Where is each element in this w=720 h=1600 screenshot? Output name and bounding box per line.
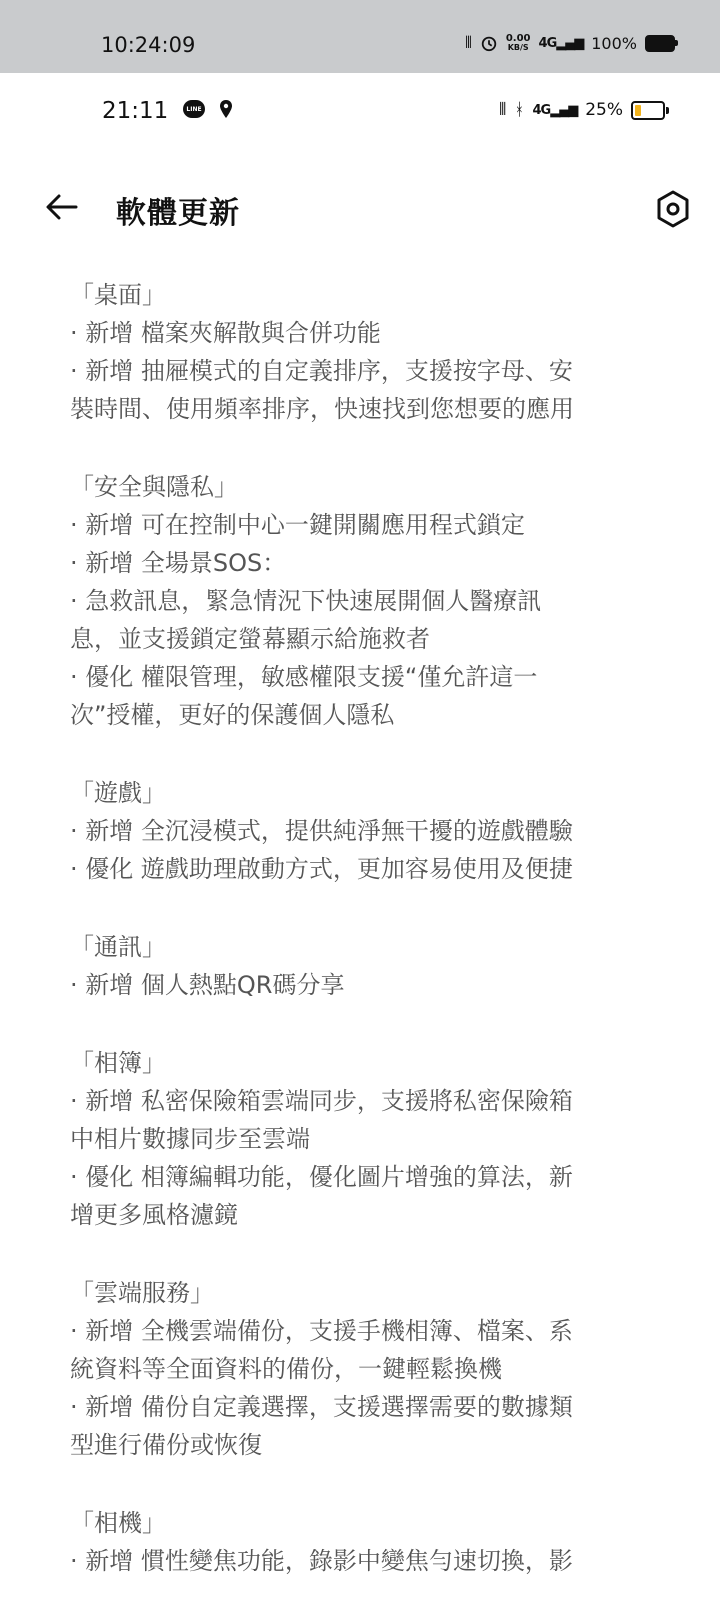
- back-arrow-icon[interactable]: [44, 189, 80, 225]
- note-line: 中相片數據同步至雲端: [70, 1125, 310, 1153]
- note-line: 息，並支援鎖定螢幕顯示給施救者: [70, 625, 430, 653]
- note-line: · 新增 個人熱點QR碼分享: [70, 971, 345, 999]
- note-line: · 優化 相簿編輯功能，優化圖片增強的算法，新: [70, 1163, 573, 1191]
- section-album: [70, 1044, 650, 1234]
- battery-percent: 25%: [585, 100, 623, 120]
- bluetooth-icon: ᚼ: [514, 100, 525, 120]
- section-heading: 「相簿」: [70, 1049, 166, 1077]
- battery-icon: [645, 35, 675, 52]
- net-speed-unit: KB/S: [507, 43, 529, 52]
- battery-level: [635, 105, 641, 116]
- signal-icon: 4G▂▄▆: [538, 35, 584, 51]
- note-line: 型進行備份或恢復: [70, 1431, 262, 1459]
- section-heading: 「桌面」: [70, 281, 166, 309]
- release-notes: [70, 276, 650, 1586]
- signal-icon: 4G▂▄▆: [532, 102, 578, 118]
- note-line: · 優化 遊戲助理啟動方式，更加容易使用及便捷: [70, 855, 573, 883]
- page-title: 軟體更新: [116, 196, 240, 231]
- note-line: · 新增 抽屜模式的自定義排序，支援按字母、安: [70, 357, 573, 385]
- section-communication: [70, 928, 650, 1004]
- outer-status-bar: [0, 0, 720, 73]
- note-line: · 新增 備份自定義選擇，支援選擇需要的數據類: [70, 1393, 573, 1421]
- section-camera: [70, 1504, 650, 1580]
- note-line: · 新增 全沉浸模式，提供純淨無干擾的遊戲體驗: [70, 817, 573, 845]
- note-line: · 新增 全機雲端備份，支援手機相簿、檔案、系: [70, 1317, 573, 1345]
- inner-status-time: 21:11: [102, 98, 169, 124]
- outer-status-icons: [465, 33, 675, 53]
- vibrate-icon: ⫴: [465, 33, 472, 52]
- section-cloud-service: [70, 1274, 650, 1464]
- section-heading: 「遊戲」: [70, 779, 166, 807]
- battery-icon: [631, 101, 665, 120]
- battery-percent: 100%: [591, 33, 637, 53]
- line-app-icon: LINE: [183, 100, 205, 118]
- section-heading: 「安全與隱私」: [70, 473, 238, 501]
- note-line: 增更多風格濾鏡: [70, 1201, 238, 1229]
- section-heading: 「相機」: [70, 1509, 166, 1537]
- note-line: 次”授權，更好的保護個人隱私: [70, 701, 395, 729]
- note-line: · 新增 全場景SOS：: [70, 549, 287, 577]
- section-heading: 「雲端服務」: [70, 1279, 214, 1307]
- settings-icon[interactable]: [655, 189, 691, 229]
- alarm-icon: [480, 34, 498, 52]
- note-line: · 新增 檔案夾解散與合併功能: [70, 319, 381, 347]
- note-line: · 新增 慣性變焦功能，錄影中變焦勻速切換，影: [70, 1547, 573, 1575]
- note-line: · 新增 私密保險箱雲端同步，支援將私密保險箱: [70, 1087, 573, 1115]
- net-speed-value: 0.00: [505, 33, 531, 44]
- app-bar: [0, 170, 720, 250]
- inner-status-bar: [0, 73, 720, 148]
- net-speed: [506, 34, 531, 52]
- note-line: 統資料等全面資料的備份，一鍵輕鬆換機: [70, 1355, 502, 1383]
- section-security-privacy: [70, 468, 650, 734]
- note-line: · 優化 權限管理，敏感權限支援“僅允許這一: [70, 663, 538, 691]
- vibrate-icon: ⫴: [499, 100, 507, 120]
- network-type: 4G: [532, 102, 551, 118]
- outer-status-time: 10:24:09: [101, 33, 196, 57]
- section-games: [70, 774, 650, 888]
- note-line: · 急救訊息，緊急情況下快速展開個人醫療訊: [70, 587, 542, 615]
- section-heading: 「通訊」: [70, 933, 166, 961]
- inner-status-icons: [499, 100, 665, 120]
- note-line: 裝時間、使用頻率排序，快速找到您想要的應用: [70, 395, 574, 423]
- notification-icons: [183, 99, 233, 119]
- location-icon: [219, 99, 233, 119]
- note-line: · 新增 可在控制中心一鍵開關應用程式鎖定: [70, 511, 525, 539]
- section-desktop: [70, 276, 650, 428]
- network-type: 4G: [538, 35, 557, 51]
